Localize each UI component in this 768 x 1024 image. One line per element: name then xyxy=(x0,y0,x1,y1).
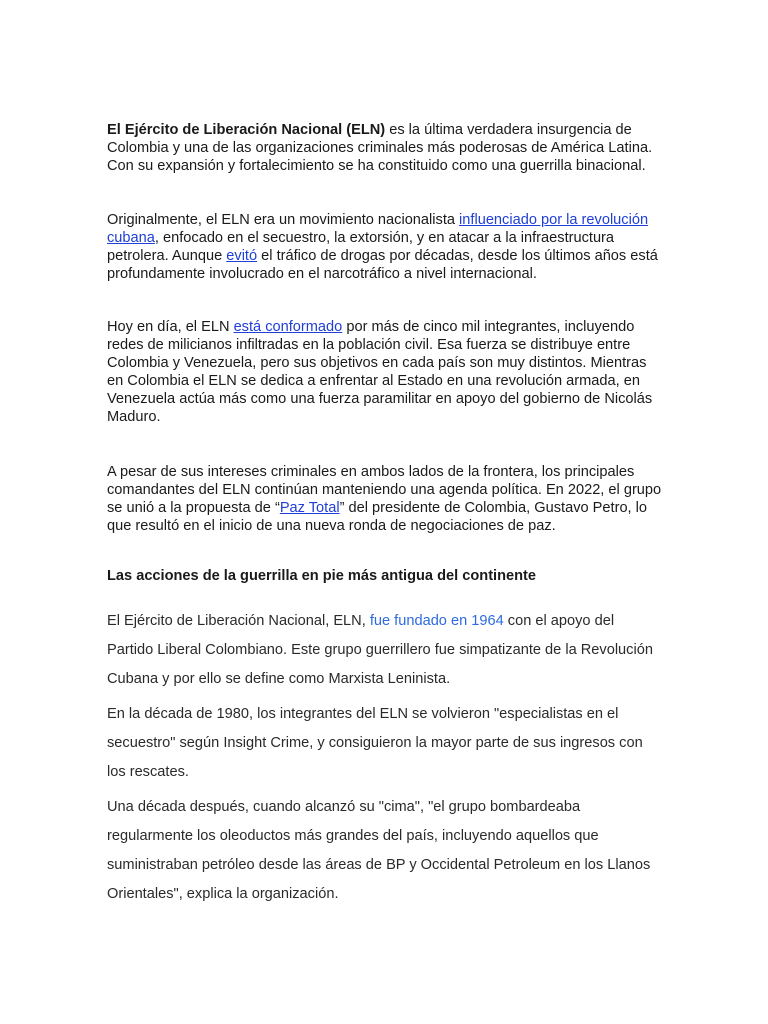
politics-text-b: ” del presidente de Colombia, Gustavo Petro, lo que resultó en el inicio de una nueva ronda de negociaciones de paz. xyxy=(107,500,648,534)
paragraph-1980s: En la década de 1980, los integrantes del ELN se volvieron "especialistas en el secuestro" según Insight Crime, y consiguieron la mayor parte de sus ingresos con los rescates. xyxy=(107,706,643,780)
founded-text-a: El Ejército de Liberación Nacional, ELN, xyxy=(107,613,370,629)
origins-text-a: Originalmente, el ELN era un movimiento nacionalista xyxy=(107,212,460,228)
paragraph-decade-after: Una década después, cuando alcanzó su "cima", "el grupo bombardeaba regularmente los oleoductos más grandes del país, incluyendo aquellos que suministraban petróleo desde las áreas de BP y Occidental Petroleum en los Llanos Orientales", explica la organización. xyxy=(107,799,651,902)
eln-bold-name: El Ejército de Liberación Nacional (ELN) xyxy=(107,122,386,138)
link-influenciado-revolucion-cubana[interactable]: influenciado por la revolución cubana xyxy=(107,212,649,246)
origins-text-c: el tráfico de drogas por décadas, desde los últimos años está profundamente involucrado en el narcotráfico a nivel internacional. xyxy=(107,248,658,282)
link-evito[interactable]: evitó xyxy=(226,248,258,264)
paragraph-today xyxy=(107,318,663,426)
origins-text-b: , enfocado en el secuestro, la extorsión, y en atacar a la infraestructura petrolera. Aunque xyxy=(107,230,615,264)
section-heading: Las acciones de la guerrilla en pie más antigua del continente xyxy=(107,568,537,584)
politics-text-a: A pesar de sus intereses criminales en ambos lados de la frontera, los principales comandantes del ELN continúan manteniendo una agenda política. En 2022, el grupo se unió a la propuesta de “ xyxy=(107,464,662,516)
paragraph-intro xyxy=(107,121,663,175)
paragraph-founded xyxy=(107,607,663,694)
founded-text-b: con el apoyo del Partido Liberal Colombiano. Este grupo guerrillero fue simpatizante de la Revolución Cubana y por ello se define como Marxista Leninista. xyxy=(107,613,653,687)
intro-text: es la última verdadera insurgencia de Colombia y una de las organizaciones criminales más poderosas de América Latina. Con su expansión y fortalecimiento se ha constituido como una guerrilla binacional. xyxy=(107,122,653,174)
paragraph-politics xyxy=(107,463,663,535)
document-page xyxy=(107,121,663,909)
today-text-b: por más de cinco mil integrantes, incluyendo redes de milicianos infiltradas en la población civil. Esa fuerza se distribuye entre Colombia y Venezuela, pero sus objetivos en cada país son muy distintos. Mientras en Colombia el ELN se dedica a enfrentar al Estado en una revolución armada, en Venezuela actúa más como una fuerza paramilitar en apoyo del gobierno de Nicolás Maduro. xyxy=(107,319,653,425)
link-esta-conformado[interactable]: está conformado xyxy=(233,319,343,335)
link-fue-fundado-1964[interactable]: fue fundado en 1964 xyxy=(369,613,504,629)
today-text-a: Hoy en día, el ELN xyxy=(107,319,234,335)
paragraph-origins xyxy=(107,211,663,283)
link-paz-total[interactable]: Paz Total xyxy=(279,500,340,516)
